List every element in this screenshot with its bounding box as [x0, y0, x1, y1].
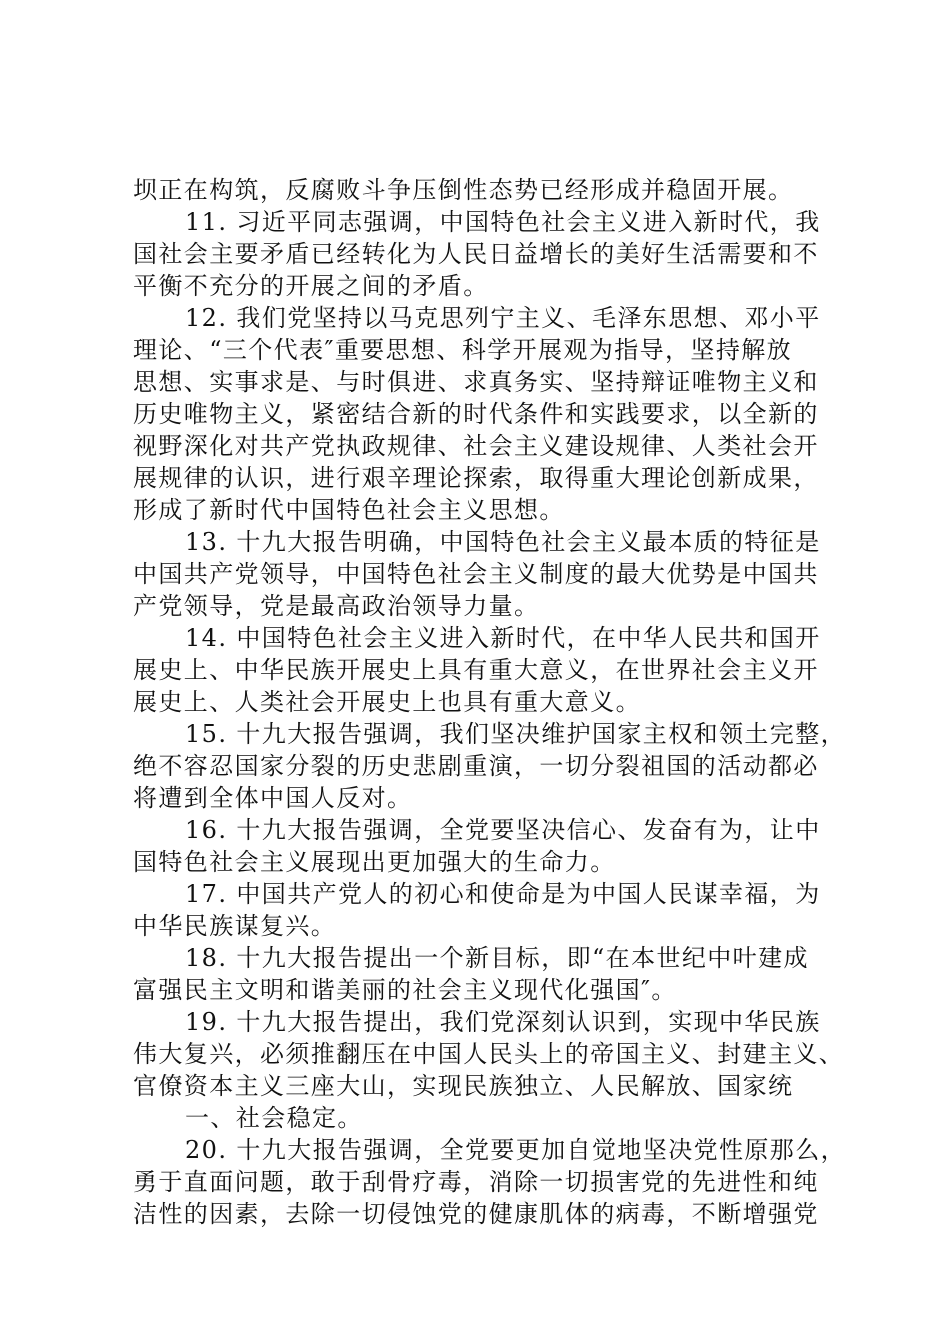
paragraph-16 [133, 814, 950, 878]
text-line: 历史唯物主义，紧密结合新的时代条件和实践要求，以全新的 [133, 400, 819, 428]
text-line: 视野深化对共产党执政规律、社会主义建设规律、人类社会开 [133, 432, 819, 460]
paragraph-15 [133, 718, 950, 814]
text-line: 展史上、中华民族开展史上具有重大意义，在世界社会主义开 [133, 656, 819, 684]
paragraph-continued [133, 174, 950, 206]
text-line: 国特色社会主义展现出更加强大的生命力。 [133, 848, 616, 876]
paragraph-17 [133, 878, 950, 942]
paragraph-11 [133, 206, 950, 302]
text-line: 平衡不充分的开展之间的矛盾。 [133, 272, 489, 300]
paragraph-19 [133, 1006, 950, 1102]
paragraph-13 [133, 526, 950, 622]
text-line: 勇于直面问题，敢于刮骨疗毒，消除一切损害党的先进性和纯 [133, 1168, 819, 1196]
text-line: 展规律的认识，进行艰辛理论探索，取得重大理论创新成果， [133, 464, 819, 492]
text-line: 理论、“三个代表″重要思想、科学开展观为指导，坚持解放 [133, 336, 793, 364]
text-line: 思想、实事求是、与时俱进、求真务实、坚持辩证唯物主义和 [133, 368, 819, 396]
paragraph-stability [133, 1102, 950, 1134]
text-line: 20. 十九大报告强调，全党要更加自觉地坚决党性原那么， [185, 1136, 846, 1164]
paragraph-14 [133, 622, 950, 718]
text-line: 12. 我们党坚持以马克思列宁主义、毛泽东思想、邓小平 [185, 304, 821, 332]
text-line: 中华民族谋复兴。 [133, 912, 337, 940]
text-line: 形成了新时代中国特色社会主义思想。 [133, 496, 565, 524]
text-line: 伟大复兴，必须推翻压在中国人民头上的帝国主义、封建主义、 [133, 1040, 845, 1068]
text-line: 洁性的因素，去除一切侵蚀党的健康肌体的病毒，不断增强党 [133, 1200, 819, 1228]
paragraph-18 [133, 942, 950, 1006]
text-line: 国社会主要矛盾已经转化为人民日益增长的美好生活需要和不 [133, 240, 819, 268]
text-line: 18. 十九大报告提出一个新目标，即“在本世纪中叶建成 [185, 944, 809, 972]
text-line: 19. 十九大报告提出，我们党深刻认识到，实现中华民族 [185, 1008, 821, 1036]
text-line: 绝不容忍国家分裂的历史悲剧重演，一切分裂祖国的活动都必 [133, 752, 819, 780]
text-line: 产党领导，党是最高政治领导力量。 [133, 592, 540, 620]
paragraph-12 [133, 302, 950, 526]
text-line: 17. 中国共产党人的初心和使命是为中国人民谋幸福，为 [185, 880, 821, 908]
text-line: 展史上、人类社会开展史上也具有重大意义。 [133, 688, 641, 716]
text-line: 将遭到全体中国人反对。 [133, 784, 413, 812]
text-line: 一、社会稳定。 [185, 1104, 363, 1132]
paragraph-20 [133, 1134, 950, 1230]
text-line: 11. 习近平同志强调，中国特色社会主义进入新时代，我 [185, 208, 821, 236]
text-line: 15. 十九大报告强调，我们坚决维护国家主权和领土完整， [185, 720, 846, 748]
text-line: 富强民主文明和谐美丽的社会主义现代化强国″。 [133, 976, 677, 1004]
text-line: 14. 中国特色社会主义进入新时代，在中华人民共和国开 [185, 624, 821, 652]
text-line: 16. 十九大报告强调，全党要坚决信心、发奋有为，让中 [185, 816, 821, 844]
text-line: 官僚资本主义三座大山，实现民族独立、人民解放、国家统 [133, 1072, 794, 1100]
text-line: 13. 十九大报告明确，中国特色社会主义最本质的特征是 [185, 528, 821, 556]
text-line: 中国共产党领导，中国特色社会主义制度的最大优势是中国共 [133, 560, 819, 588]
text-line: 坝正在构筑，反腐败斗争压倒性态势已经形成并稳固开展。 [133, 176, 794, 204]
